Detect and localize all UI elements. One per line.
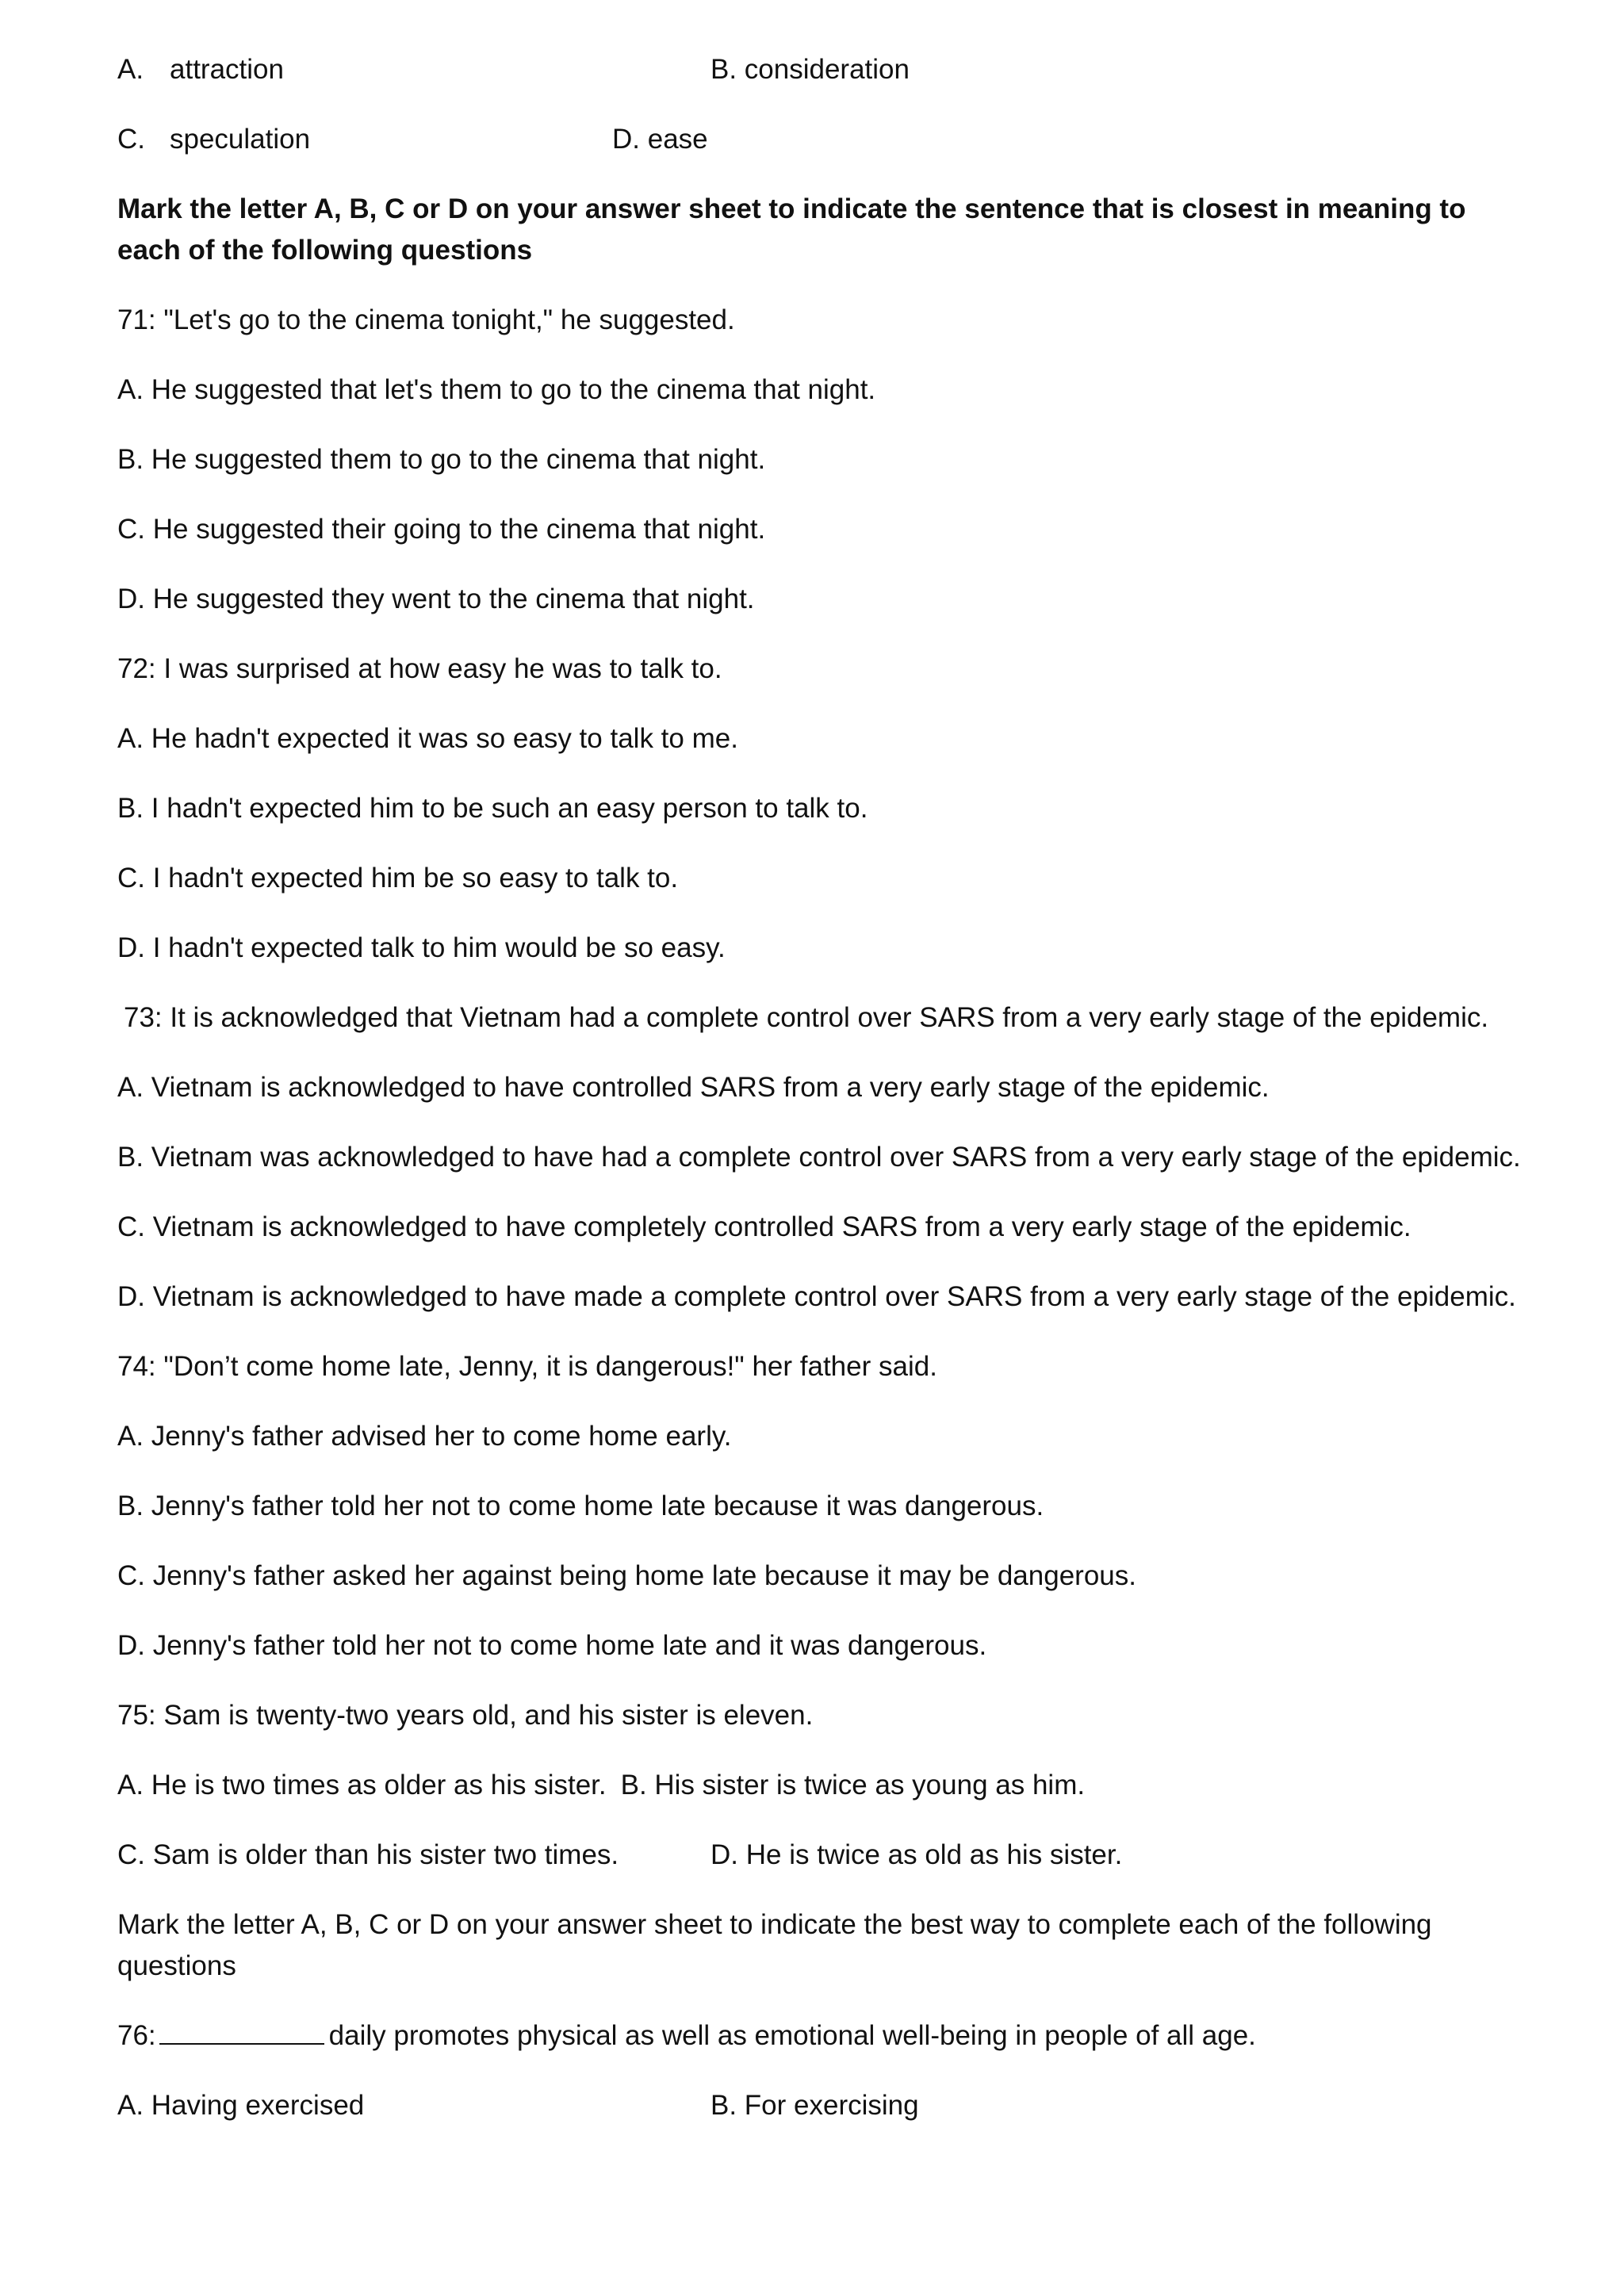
- q73-stem: 73: It is acknowledged that Vietnam had a complete control over SARS from a very early stage of the epidemic.: [124, 1002, 1489, 1033]
- q75-option-b: B. His sister is twice as young as him.: [620, 1770, 1086, 1800]
- q76-stem-rest: daily promotes physical as well as emotional well-being in people of all age.: [328, 2020, 1256, 2051]
- q71-stem: 71: "Let's go to the cinema tonight," he suggested.: [117, 304, 735, 335]
- q74-option-d: D. Jenny's father told her not to come home late and it was dangerous.: [117, 1630, 987, 1661]
- q74-option-a: A. Jenny's father advised her to come home early.: [117, 1421, 732, 1452]
- q76-stem: [117, 2015, 1513, 2057]
- q73-option-d: D. Vietnam is acknowledged to have made a complete control over SARS from a very early stage of the epidemic.: [117, 1281, 1516, 1312]
- q71-option-d: D. He suggested they went to the cinema that night.: [117, 584, 755, 614]
- q71-option-b: B. He suggested them to go to the cinema that night.: [117, 444, 766, 475]
- prev-options-row-cd: [117, 119, 1513, 160]
- q73-option-c: C. Vietnam is acknowledged to have completely controlled SARS from a very early stage of the epidemic.: [117, 1211, 1411, 1242]
- prev-options-row-ab: [117, 49, 1513, 90]
- prev-option-b: B. consideration: [710, 54, 910, 85]
- q76-option-b: B. For exercising: [710, 2090, 919, 2121]
- q75-options-row-cd: [117, 1835, 1513, 1876]
- q72-option-a: A. He hadn't expected it was so easy to talk to me.: [117, 723, 738, 754]
- q75-options-row-ab: [117, 1765, 1513, 1806]
- section1-instruction: Mark the letter A, B, C or D on your answer sheet to indicate the sentence that is closest in meaning to each of the following questions: [117, 193, 1466, 266]
- q76-answer-blank: [159, 2016, 324, 2045]
- prev-option-a: [117, 49, 710, 90]
- q73-option-b: B. Vietnam was acknowledged to have had a complete control over SARS from a very early stage of the epidemic.: [117, 1142, 1521, 1173]
- prev-option-c-letter: C.: [117, 124, 145, 155]
- q74-stem: 74: "Don’t come home late, Jenny, it is dangerous!" her father said.: [117, 1351, 937, 1382]
- q75-stem: 75: Sam is twenty-two years old, and his sister is eleven.: [117, 1700, 814, 1731]
- prev-option-d: D. ease: [612, 124, 708, 155]
- document-page: [117, 49, 1521, 2155]
- prev-option-c-text: speculation: [170, 124, 311, 155]
- q76-options-row-ab: [117, 2085, 1513, 2126]
- prev-option-a-text: attraction: [170, 54, 284, 85]
- q75-option-c: C. Sam is older than his sister two times.: [117, 1839, 619, 1870]
- q72-stem: 72: I was surprised at how easy he was to talk to.: [117, 653, 722, 684]
- q74-option-c: C. Jenny's father asked her against being home late because it may be dangerous.: [117, 1560, 1136, 1591]
- q76-number: 76:: [117, 2020, 156, 2051]
- q73-option-a: A. Vietnam is acknowledged to have controlled SARS from a very early stage of the epidemic.: [117, 1072, 1270, 1103]
- q72-option-d: D. I hadn't expected talk to him would be so easy.: [117, 932, 726, 963]
- q71-option-c: C. He suggested their going to the cinema that night.: [117, 514, 766, 545]
- q72-option-b: B. I hadn't expected him to be such an easy person to talk to.: [117, 793, 868, 824]
- q75-option-d: D. He is twice as old as his sister.: [710, 1839, 1123, 1870]
- q75-option-a: A. He is two times as older as his sister.: [117, 1770, 607, 1800]
- q76-option-a: A. Having exercised: [117, 2090, 365, 2121]
- section2-instruction: Mark the letter A, B, C or D on your answer sheet to indicate the best way to complete each of the following questions: [117, 1909, 1432, 1981]
- prev-option-a-letter: A.: [117, 54, 144, 85]
- q74-option-b: B. Jenny's father told her not to come home late because it was dangerous.: [117, 1490, 1044, 1521]
- prev-option-c: [117, 119, 612, 160]
- q71-option-a: A. He suggested that let's them to go to the cinema that night.: [117, 374, 876, 405]
- q72-option-c: C. I hadn't expected him be so easy to talk to.: [117, 863, 679, 894]
